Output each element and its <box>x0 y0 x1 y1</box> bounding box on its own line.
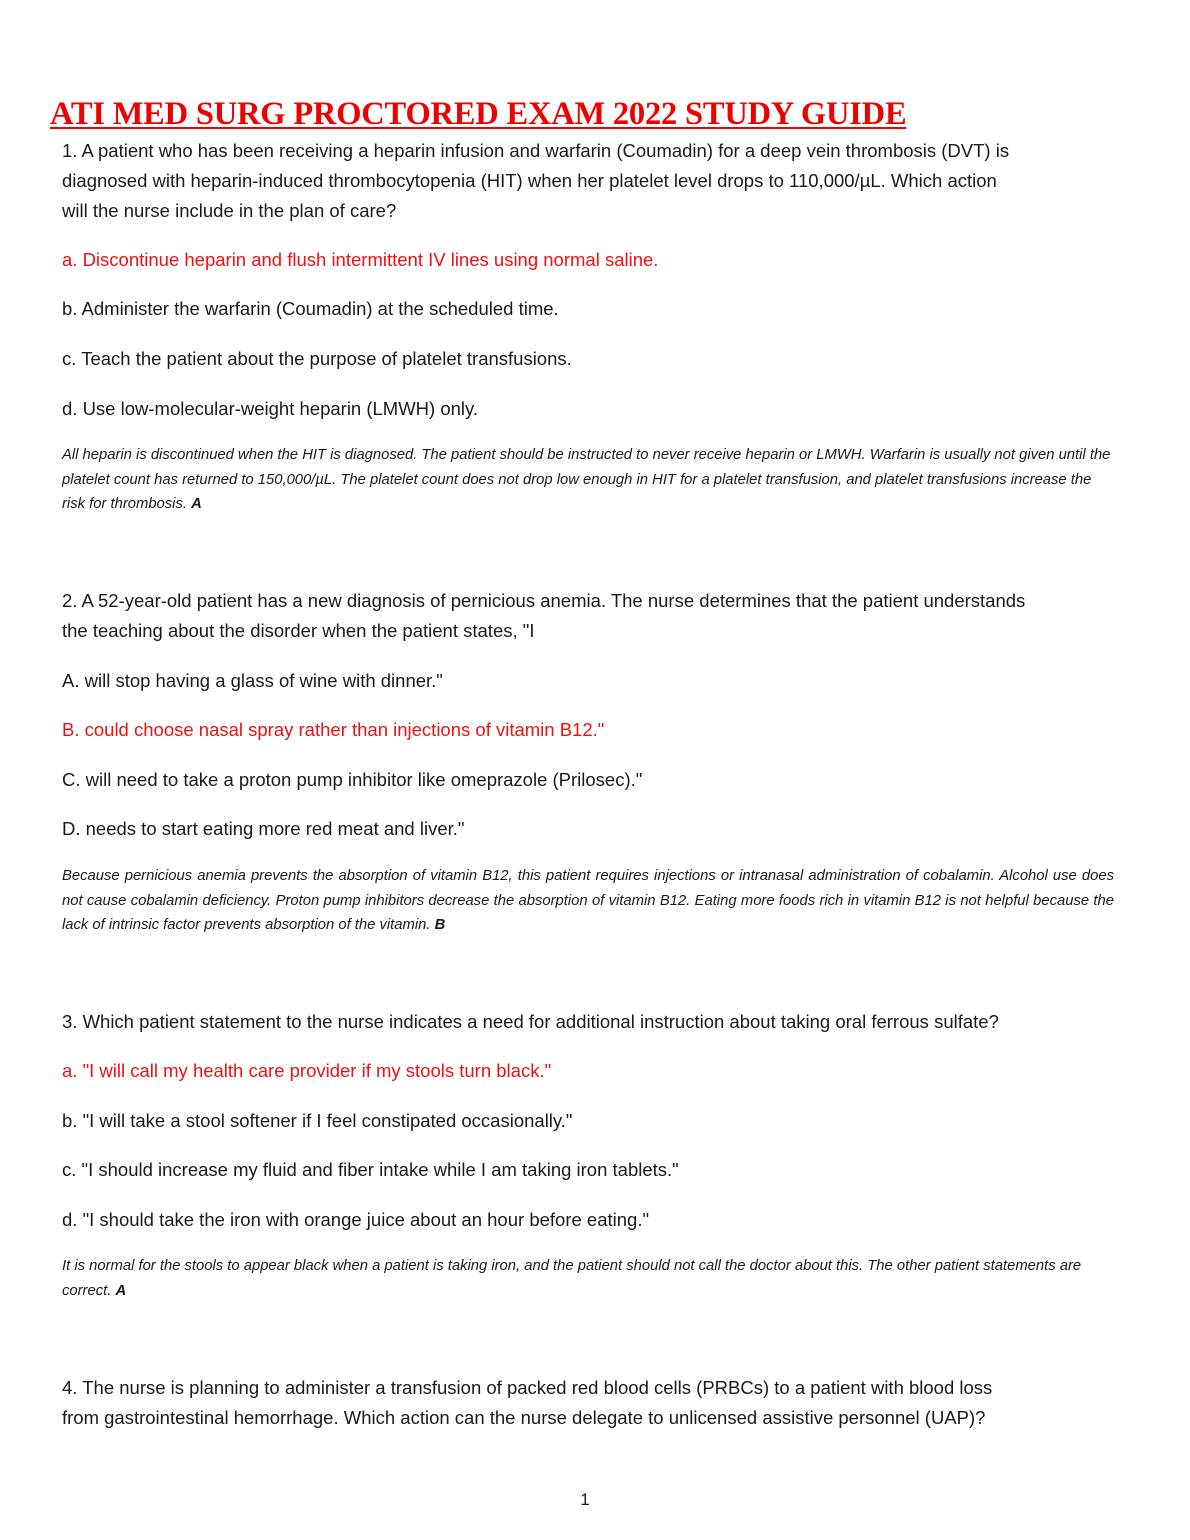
answer-option-correct: a. Discontinue heparin and flush intermittent IV lines using normal saline. <box>62 249 659 270</box>
answer-key: A <box>191 496 202 512</box>
answer-option: A. will stop having a glass of wine with dinner." <box>62 670 443 691</box>
question-stem-line: will the nurse include in the plan of care? <box>62 200 397 221</box>
question-stem-line: diagnosed with heparin-induced thrombocytopenia (HIT) when her platelet level drops to 110,000/µL. Which action <box>62 170 997 191</box>
question-stem-line: 1. A patient who has been receiving a heparin infusion and warfarin (Coumadin) for a deep vein thrombosis (DVT) is <box>62 140 1010 161</box>
answer-option: d. "I should take the iron with orange juice about an hour before eating." <box>62 1209 650 1230</box>
answer-option-correct: B. could choose nasal spray rather than injections of vitamin B12." <box>62 719 605 740</box>
answer-key: A <box>115 1282 127 1299</box>
answer-option: D. needs to start eating more red meat and liver." <box>62 818 465 839</box>
question-stem-line: the teaching about the disorder when the patient states, "I <box>62 620 535 641</box>
answer-option: c. "I should increase my fluid and fiber intake while I am taking iron tablets." <box>62 1159 679 1180</box>
answer-option: C. will need to take a proton pump inhibitor like omeprazole (Prilosec)." <box>62 769 643 790</box>
page-number: 1 <box>580 1490 590 1509</box>
rationale: It is normal for the stools to appear black when a patient is taking iron, and the patient should not call the doctor about this. The other patient statements are correct. A <box>62 1258 1082 1299</box>
question-stem-line: from gastrointestinal hemorrhage. Which action can the nurse delegate to unlicensed assistive personnel (UAP)? <box>62 1407 986 1428</box>
answer-option: b. Administer the warfarin (Coumadin) at the scheduled time. <box>62 298 559 319</box>
question-stem-line: 3. Which patient statement to the nurse indicates a need for additional instruction about taking oral ferrous sulfate? <box>62 1011 999 1032</box>
answer-option-correct: a. "I will call my health care provider if my stools turn black." <box>62 1060 552 1081</box>
page-title: ATI MED SURG PROCTORED EXAM 2022 STUDY GUIDE <box>50 96 907 132</box>
rationale: Because pernicious anemia prevents the absorption of vitamin B12, this patient requires injections or intranasal administration of cobalamin. Alcohol use does not cause cobalamin deficiency. Proton pump inhibitors decrease the absorption of vitamin B12. Eating more foods rich in vitamin B12 is not helpful because the lack of intrinsic factor prevents absorption of the vitamin. B <box>62 868 1114 933</box>
rationale: All heparin is discontinued when the HIT is diagnosed. The patient should be instructed to never receive heparin or LMWH. Warfarin is usually not given until the platelet count has returned to 150,000/µL. The platelet count does not drop low enough in HIT for a platelet transfusion, and platelet transfusions increase the risk for thrombosis. A <box>62 447 1111 512</box>
question-stem-line: 4. The nurse is planning to administer a transfusion of packed red blood cells (PRBCs) to a patient with blood loss <box>62 1377 993 1398</box>
answer-option: b. "I will take a stool softener if I feel constipated occasionally." <box>62 1110 573 1131</box>
answer-key: B <box>434 917 446 933</box>
question-stem-line: 2. A 52-year-old patient has a new diagnosis of pernicious anemia. The nurse determines that the patient understands <box>62 590 1026 611</box>
answer-option: c. Teach the patient about the purpose of platelet transfusions. <box>62 348 572 369</box>
answer-option: d. Use low-molecular-weight heparin (LMWH) only. <box>62 398 479 419</box>
